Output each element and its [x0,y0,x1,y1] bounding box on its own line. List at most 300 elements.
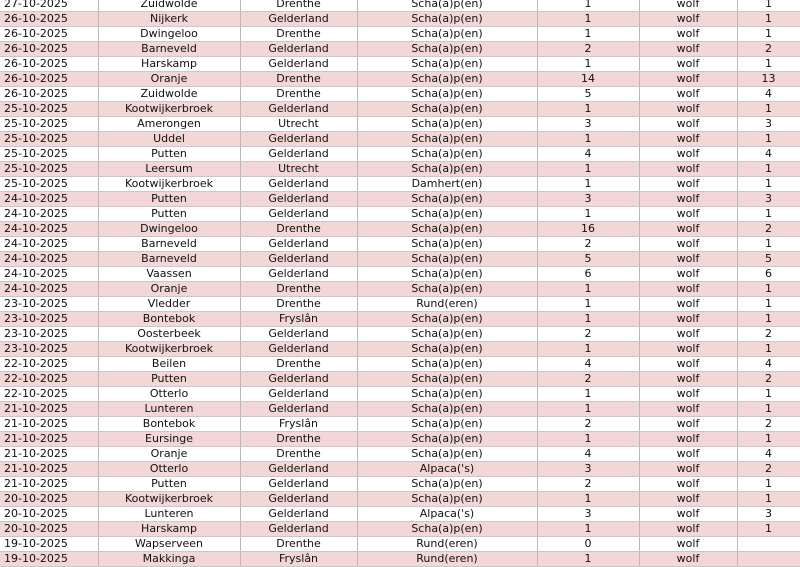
victims-count-cell[interactable]: 2 [537,417,639,432]
place-cell[interactable]: Uddel [98,132,240,147]
table-row [0,222,800,237]
predator-cell[interactable]: wolf [639,477,737,492]
table-row [0,177,800,192]
date-cell[interactable]: 21-10-2025 [0,477,98,492]
predator-cell[interactable]: wolf [639,492,737,507]
province-cell[interactable]: Gelderland [240,102,357,117]
predator-cell[interactable]: wolf [639,27,737,42]
province-cell[interactable]: Drenthe [240,87,357,102]
animal-type-cell[interactable]: Scha(a)p(en) [357,192,537,207]
animal-type-cell[interactable]: Scha(a)p(en) [357,342,537,357]
count-cell[interactable]: 2 [737,327,800,342]
table-row [0,312,800,327]
victims-count-cell[interactable]: 4 [537,147,639,162]
date-cell[interactable]: 25-10-2025 [0,177,98,192]
place-cell[interactable]: Putten [98,147,240,162]
table-row [0,237,800,252]
animal-type-cell[interactable]: Alpaca('s) [357,462,537,477]
predator-cell[interactable]: wolf [639,207,737,222]
date-cell[interactable]: 26-10-2025 [0,72,98,87]
date-cell[interactable]: 24-10-2025 [0,192,98,207]
predator-cell[interactable]: wolf [639,87,737,102]
animal-type-cell[interactable]: Scha(a)p(en) [357,57,537,72]
place-cell[interactable]: Leersum [98,162,240,177]
province-cell[interactable]: Fryslân [240,417,357,432]
province-cell[interactable]: Gelderland [240,12,357,27]
province-cell[interactable]: Fryslân [240,552,357,567]
place-cell[interactable]: Zuidwolde [98,0,240,12]
animal-type-cell[interactable]: Scha(a)p(en) [357,387,537,402]
victims-count-cell[interactable]: 1 [537,282,639,297]
place-cell[interactable]: Otterlo [98,462,240,477]
table-row [0,492,800,507]
count-cell[interactable]: 1 [737,237,800,252]
place-cell[interactable]: Oosterbeek [98,327,240,342]
count-cell[interactable]: 1 [737,27,800,42]
victims-count-cell[interactable]: 3 [537,507,639,522]
count-cell[interactable]: 1 [737,177,800,192]
table-row [0,72,800,87]
predator-cell[interactable]: wolf [639,417,737,432]
province-cell[interactable]: Gelderland [240,42,357,57]
table-row [0,387,800,402]
victims-count-cell[interactable]: 6 [537,267,639,282]
date-cell[interactable]: 26-10-2025 [0,27,98,42]
count-cell[interactable]: 1 [737,522,800,537]
victims-count-cell[interactable]: 4 [537,447,639,462]
victims-count-cell[interactable]: 1 [537,402,639,417]
victims-count-cell[interactable]: 2 [537,477,639,492]
predator-cell[interactable]: wolf [639,537,737,552]
place-cell[interactable]: Barneveld [98,237,240,252]
victims-count-cell[interactable]: 1 [537,207,639,222]
count-cell[interactable]: 1 [737,387,800,402]
predator-cell[interactable]: wolf [639,102,737,117]
province-cell[interactable]: Gelderland [240,462,357,477]
animal-type-cell[interactable]: Scha(a)p(en) [357,327,537,342]
place-cell[interactable]: Vaassen [98,267,240,282]
date-cell[interactable]: 20-10-2025 [0,507,98,522]
count-cell[interactable]: 1 [737,297,800,312]
table-row [0,327,800,342]
date-cell[interactable]: 26-10-2025 [0,12,98,27]
place-cell[interactable]: Eursinge [98,432,240,447]
victims-count-cell[interactable]: 2 [537,42,639,57]
province-cell[interactable]: Gelderland [240,372,357,387]
predator-cell[interactable]: wolf [639,297,737,312]
table-row [0,207,800,222]
victims-count-cell[interactable]: 1 [537,27,639,42]
date-cell[interactable]: 21-10-2025 [0,447,98,462]
table-row [0,477,800,492]
victims-count-cell[interactable]: 1 [537,342,639,357]
date-cell[interactable]: 24-10-2025 [0,267,98,282]
count-cell[interactable]: 4 [737,447,800,462]
count-cell[interactable]: 1 [737,282,800,297]
count-cell[interactable]: 2 [737,417,800,432]
animal-type-cell[interactable]: Scha(a)p(en) [357,237,537,252]
animal-type-cell[interactable]: Rund(eren) [357,552,537,567]
predator-cell[interactable]: wolf [639,312,737,327]
predator-cell[interactable]: wolf [639,237,737,252]
animal-type-cell[interactable]: Scha(a)p(en) [357,312,537,327]
date-cell[interactable]: 21-10-2025 [0,462,98,477]
animal-type-cell[interactable]: Scha(a)p(en) [357,27,537,42]
animal-type-cell[interactable]: Scha(a)p(en) [357,102,537,117]
victims-count-cell[interactable]: 16 [537,222,639,237]
count-cell[interactable]: 2 [737,462,800,477]
count-cell[interactable]: 3 [737,117,800,132]
count-cell[interactable]: 1 [737,477,800,492]
animal-type-cell[interactable]: Scha(a)p(en) [357,372,537,387]
victims-count-cell[interactable]: 1 [537,57,639,72]
victims-count-cell[interactable]: 1 [537,432,639,447]
table-row [0,27,800,42]
count-cell[interactable]: 1 [737,12,800,27]
date-cell[interactable]: 27-10-2025 [0,0,98,12]
count-cell[interactable]: 1 [737,342,800,357]
place-cell[interactable]: Makkinga [98,552,240,567]
place-cell[interactable]: Zuidwolde [98,87,240,102]
animal-type-cell[interactable]: Scha(a)p(en) [357,72,537,87]
count-cell[interactable]: 2 [737,42,800,57]
table-row [0,402,800,417]
predator-cell[interactable]: wolf [639,12,737,27]
count-cell[interactable]: 2 [737,372,800,387]
table-row [0,147,800,162]
predator-cell[interactable]: wolf [639,282,737,297]
count-cell[interactable] [737,537,800,552]
province-cell[interactable]: Drenthe [240,432,357,447]
place-cell[interactable]: Putten [98,207,240,222]
victims-count-cell[interactable]: 1 [537,387,639,402]
date-cell[interactable]: 25-10-2025 [0,102,98,117]
table-row [0,462,800,477]
victims-count-cell[interactable]: 1 [537,297,639,312]
animal-type-cell[interactable]: Scha(a)p(en) [357,87,537,102]
animal-type-cell[interactable]: Scha(a)p(en) [357,402,537,417]
table-row [0,192,800,207]
predator-cell[interactable]: wolf [639,267,737,282]
count-cell[interactable]: 3 [737,507,800,522]
place-cell[interactable]: Putten [98,192,240,207]
animal-type-cell[interactable]: Scha(a)p(en) [357,432,537,447]
table-row [0,117,800,132]
victims-count-cell[interactable]: 3 [537,462,639,477]
predator-cell[interactable]: wolf [639,57,737,72]
victims-count-cell[interactable]: 2 [537,327,639,342]
province-cell[interactable]: Gelderland [240,177,357,192]
date-cell[interactable]: 25-10-2025 [0,117,98,132]
date-cell[interactable]: 24-10-2025 [0,252,98,267]
place-cell[interactable]: Harskamp [98,522,240,537]
animal-type-cell[interactable]: Scha(a)p(en) [357,132,537,147]
count-cell[interactable]: 4 [737,87,800,102]
count-cell[interactable]: 5 [737,252,800,267]
predator-cell[interactable]: wolf [639,162,737,177]
place-cell[interactable]: Oranje [98,72,240,87]
predator-cell[interactable]: wolf [639,192,737,207]
table-row [0,447,800,462]
victims-count-cell[interactable]: 1 [537,0,639,12]
place-cell[interactable]: Amerongen [98,117,240,132]
victims-count-cell[interactable]: 2 [537,372,639,387]
province-cell[interactable]: Gelderland [240,132,357,147]
table-row [0,432,800,447]
place-cell[interactable]: Vledder [98,297,240,312]
date-cell[interactable]: 24-10-2025 [0,237,98,252]
province-cell[interactable]: Gelderland [240,252,357,267]
victims-count-cell[interactable]: 14 [537,72,639,87]
date-cell[interactable]: 23-10-2025 [0,312,98,327]
place-cell[interactable]: Otterlo [98,387,240,402]
table-row [0,87,800,102]
province-cell[interactable]: Utrecht [240,162,357,177]
predator-cell[interactable]: wolf [639,72,737,87]
count-cell[interactable]: 1 [737,0,800,12]
predator-cell[interactable]: wolf [639,0,737,12]
table-row [0,42,800,57]
date-cell[interactable]: 21-10-2025 [0,417,98,432]
province-cell[interactable]: Utrecht [240,117,357,132]
province-cell[interactable]: Drenthe [240,222,357,237]
province-cell[interactable]: Drenthe [240,0,357,12]
place-cell[interactable]: Oranje [98,447,240,462]
date-cell[interactable]: 19-10-2025 [0,552,98,567]
table-row [0,522,800,537]
animal-type-cell[interactable]: Scha(a)p(en) [357,522,537,537]
animal-type-cell[interactable]: Alpaca('s) [357,507,537,522]
date-cell[interactable]: 24-10-2025 [0,282,98,297]
predator-cell[interactable]: wolf [639,357,737,372]
animal-type-cell[interactable]: Scha(a)p(en) [357,252,537,267]
province-cell[interactable]: Gelderland [240,237,357,252]
victims-count-cell[interactable]: 1 [537,312,639,327]
province-cell[interactable]: Gelderland [240,192,357,207]
place-cell[interactable]: Kootwijkerbroek [98,492,240,507]
animal-type-cell[interactable]: Scha(a)p(en) [357,12,537,27]
victims-count-cell[interactable]: 1 [537,492,639,507]
victims-count-cell[interactable]: 1 [537,162,639,177]
predator-cell[interactable]: wolf [639,327,737,342]
date-cell[interactable]: 26-10-2025 [0,42,98,57]
date-cell[interactable]: 22-10-2025 [0,357,98,372]
count-cell[interactable] [737,552,800,567]
count-cell[interactable]: 6 [737,267,800,282]
province-cell[interactable]: Gelderland [240,522,357,537]
date-cell[interactable]: 22-10-2025 [0,387,98,402]
place-cell[interactable]: Wapserveen [98,537,240,552]
table-row [0,0,800,12]
animal-type-cell[interactable]: Scha(a)p(en) [357,117,537,132]
province-cell[interactable]: Gelderland [240,147,357,162]
victims-count-cell[interactable]: 5 [537,87,639,102]
animal-type-cell[interactable]: Scha(a)p(en) [357,0,537,12]
victims-count-cell[interactable]: 1 [537,177,639,192]
animal-type-cell[interactable]: Scha(a)p(en) [357,357,537,372]
date-cell[interactable]: 25-10-2025 [0,147,98,162]
province-cell[interactable]: Gelderland [240,342,357,357]
count-cell[interactable]: 1 [737,312,800,327]
date-cell[interactable]: 20-10-2025 [0,492,98,507]
victims-count-cell[interactable]: 4 [537,357,639,372]
province-cell[interactable]: Gelderland [240,57,357,72]
place-cell[interactable]: Nijkerk [98,12,240,27]
victims-count-cell[interactable]: 1 [537,12,639,27]
table-row [0,507,800,522]
animal-type-cell[interactable]: Damhert(en) [357,177,537,192]
predator-cell[interactable]: wolf [639,372,737,387]
place-cell[interactable]: Dwingeloo [98,222,240,237]
province-cell[interactable]: Gelderland [240,327,357,342]
table-row [0,252,800,267]
count-cell[interactable]: 4 [737,147,800,162]
animal-type-cell[interactable]: Scha(a)p(en) [357,147,537,162]
date-cell[interactable]: 20-10-2025 [0,522,98,537]
predator-cell[interactable]: wolf [639,132,737,147]
date-cell[interactable]: 23-10-2025 [0,327,98,342]
place-cell[interactable]: Barneveld [98,252,240,267]
province-cell[interactable]: Fryslân [240,312,357,327]
victims-count-cell[interactable]: 1 [537,552,639,567]
predator-cell[interactable]: wolf [639,387,737,402]
place-cell[interactable]: Lunteren [98,507,240,522]
province-cell[interactable]: Gelderland [240,507,357,522]
date-cell[interactable]: 24-10-2025 [0,207,98,222]
predator-cell[interactable]: wolf [639,342,737,357]
date-cell[interactable]: 23-10-2025 [0,342,98,357]
victims-count-cell[interactable]: 1 [537,102,639,117]
animal-type-cell[interactable]: Scha(a)p(en) [357,222,537,237]
place-cell[interactable]: Putten [98,372,240,387]
count-cell[interactable]: 3 [737,192,800,207]
date-cell[interactable]: 22-10-2025 [0,372,98,387]
table-row [0,267,800,282]
province-cell[interactable]: Drenthe [240,537,357,552]
animal-type-cell[interactable]: Scha(a)p(en) [357,447,537,462]
date-cell[interactable]: 19-10-2025 [0,537,98,552]
count-cell[interactable]: 1 [737,207,800,222]
place-cell[interactable]: Bontebok [98,312,240,327]
province-cell[interactable]: Gelderland [240,402,357,417]
table-row [0,357,800,372]
province-cell[interactable]: Drenthe [240,27,357,42]
place-cell[interactable]: Beilen [98,357,240,372]
predator-cell[interactable]: wolf [639,432,737,447]
predator-cell[interactable]: wolf [639,252,737,267]
table-row [0,417,800,432]
predator-cell[interactable]: wolf [639,447,737,462]
province-cell[interactable]: Gelderland [240,387,357,402]
place-cell[interactable]: Dwingeloo [98,27,240,42]
count-cell[interactable]: 4 [737,357,800,372]
animal-type-cell[interactable]: Rund(eren) [357,297,537,312]
victims-count-cell[interactable]: 3 [537,117,639,132]
place-cell[interactable]: Kootwijkerbroek [98,102,240,117]
animal-type-cell[interactable]: Scha(a)p(en) [357,282,537,297]
table-row [0,552,800,567]
place-cell[interactable]: Bontebok [98,417,240,432]
province-cell[interactable]: Drenthe [240,72,357,87]
date-cell[interactable]: 25-10-2025 [0,162,98,177]
predator-cell[interactable]: wolf [639,42,737,57]
table-row [0,342,800,357]
predator-cell[interactable]: wolf [639,147,737,162]
province-cell[interactable]: Drenthe [240,282,357,297]
table-row [0,12,800,27]
count-cell[interactable]: 1 [737,132,800,147]
predator-cell[interactable]: wolf [639,522,737,537]
victims-count-cell[interactable]: 5 [537,252,639,267]
predator-cell[interactable]: wolf [639,177,737,192]
victims-count-cell[interactable]: 2 [537,237,639,252]
place-cell[interactable]: Oranje [98,282,240,297]
animal-type-cell[interactable]: Scha(a)p(en) [357,162,537,177]
table-row [0,102,800,117]
count-cell[interactable]: 1 [737,492,800,507]
victims-count-cell[interactable]: 1 [537,132,639,147]
predator-cell[interactable]: wolf [639,117,737,132]
victims-count-cell[interactable]: 1 [537,522,639,537]
count-cell[interactable]: 1 [737,402,800,417]
date-cell[interactable]: 26-10-2025 [0,57,98,72]
animal-type-cell[interactable]: Rund(eren) [357,537,537,552]
date-cell[interactable]: 26-10-2025 [0,87,98,102]
victims-count-cell[interactable]: 0 [537,537,639,552]
place-cell[interactable]: Barneveld [98,42,240,57]
count-cell[interactable]: 1 [737,432,800,447]
predator-cell[interactable]: wolf [639,507,737,522]
animal-type-cell[interactable]: Scha(a)p(en) [357,267,537,282]
date-cell[interactable]: 24-10-2025 [0,222,98,237]
predator-cell[interactable]: wolf [639,222,737,237]
place-cell[interactable]: Kootwijkerbroek [98,342,240,357]
animal-type-cell[interactable]: Scha(a)p(en) [357,492,537,507]
place-cell[interactable]: Harskamp [98,57,240,72]
table-row [0,132,800,147]
place-cell[interactable]: Putten [98,477,240,492]
predator-cell[interactable]: wolf [639,462,737,477]
province-cell[interactable]: Drenthe [240,447,357,462]
province-cell[interactable]: Gelderland [240,492,357,507]
table-row [0,162,800,177]
count-cell[interactable]: 1 [737,162,800,177]
province-cell[interactable]: Drenthe [240,297,357,312]
animal-type-cell[interactable]: Scha(a)p(en) [357,417,537,432]
province-cell[interactable]: Gelderland [240,207,357,222]
place-cell[interactable]: Lunteren [98,402,240,417]
predator-cell[interactable]: wolf [639,402,737,417]
place-cell[interactable]: Kootwijkerbroek [98,177,240,192]
predator-cell[interactable]: wolf [639,552,737,567]
date-cell[interactable]: 21-10-2025 [0,402,98,417]
count-cell[interactable]: 2 [737,222,800,237]
date-cell[interactable]: 25-10-2025 [0,132,98,147]
date-cell[interactable]: 21-10-2025 [0,432,98,447]
count-cell[interactable]: 1 [737,57,800,72]
animal-type-cell[interactable]: Scha(a)p(en) [357,42,537,57]
date-cell[interactable]: 23-10-2025 [0,297,98,312]
count-cell[interactable]: 1 [737,102,800,117]
province-cell[interactable]: Gelderland [240,477,357,492]
province-cell[interactable]: Gelderland [240,267,357,282]
animal-type-cell[interactable]: Scha(a)p(en) [357,207,537,222]
animal-type-cell[interactable]: Scha(a)p(en) [357,477,537,492]
count-cell[interactable]: 13 [737,72,800,87]
victims-count-cell[interactable]: 3 [537,192,639,207]
province-cell[interactable]: Drenthe [240,357,357,372]
table-row [0,537,800,552]
